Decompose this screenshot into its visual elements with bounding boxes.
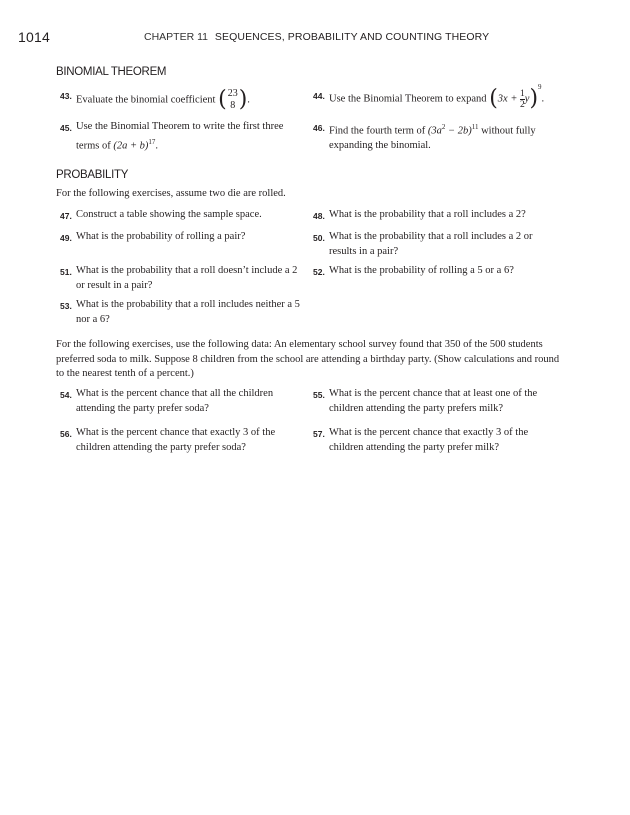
exercise-45: 45. Use the Binomial Theorem to write the first three terms of $(2a + b)^{17}$. [60, 121, 284, 151]
fraction: $\frac{1}{2}$ [520, 88, 525, 110]
exercise-50: 50. What is the probability that a roll includes a 2 or results in a pair? [313, 231, 533, 257]
exercise-53: 53. What is the probability that a roll includes neither a 5 nor a 6? [60, 299, 300, 325]
exercise-48: 48. What is the probability that a roll includes a 2? [313, 209, 526, 221]
exercise-text: Use the Binomial Theorem to expand [329, 93, 487, 105]
exercise-number: 43. [60, 91, 72, 101]
exercise-51: 51. What is the probability that a roll doesn’t include a 2 or result in a pair? [60, 265, 298, 291]
binomial-coefficient: 23 8 [227, 88, 238, 111]
chapter-heading [144, 31, 489, 43]
section-title-probability: PROBABILITY [56, 169, 129, 181]
exercise-55: 55. What is the percent chance that at least one of the children attending the party prefers milk? [313, 388, 538, 414]
instructions-dice: For the following exercises, assume two die are rolled. [56, 188, 286, 199]
exercise-49: 49. What is the probability of rolling a pair? [60, 231, 246, 243]
exercise-54: 54. What is the percent chance that all the children attending the party prefer soda? [60, 388, 274, 414]
section-title-binomial: BINOMIAL THEOREM [56, 66, 167, 78]
exercise-number: 46. [313, 123, 325, 133]
exercise-text: Find the fourth term of [329, 125, 426, 137]
exercise-text: Use the Binomial Theorem to write the first three terms of [76, 121, 284, 151]
exercise-47: 47. Construct a table showing the sample space. [60, 209, 262, 221]
exercise-56: 56. What is the percent chance that exactly 3 of the children attending the party prefer soda? [60, 427, 276, 453]
exercise-57: 57. What is the percent chance that exactly 3 of the children attending the party prefer milk? [313, 427, 529, 453]
instructions-survey: For the following exercises, use the following data: An elementary school survey found that 350 of the 500 students preferred soda to milk. Suppose 8 children from the school are attending a birthday party. (Show calculations and round to the nearest tenth of a percent.) [56, 339, 560, 379]
page-header [18, 30, 610, 46]
chapter-label: CHAPTER 11 [144, 31, 208, 43]
exercise-52: 52. What is the probability of rolling a 5 or a 6? [313, 265, 514, 277]
exercise-44: 44. Use the Binomial Theorem to expand (3x + $\frac{1}{2}$ y)$^9$. [313, 83, 545, 111]
exercise-number: 44. [313, 91, 325, 101]
exercise-number: 45. [60, 123, 72, 133]
chapter-title: SEQUENCES, PROBABILITY AND COUNTING THEORY [214, 31, 490, 43]
exercise-46: 46. Find the fourth term of $(3a^2 - 2b)^{11}$ without fully expanding the binomial. [313, 123, 536, 151]
exercise-43: 43. Evaluate the binomial coefficient ( 23 8 ). [60, 86, 250, 112]
page-number: 1014 [18, 29, 50, 45]
exercise-text: Evaluate the binomial coefficient [76, 94, 216, 106]
